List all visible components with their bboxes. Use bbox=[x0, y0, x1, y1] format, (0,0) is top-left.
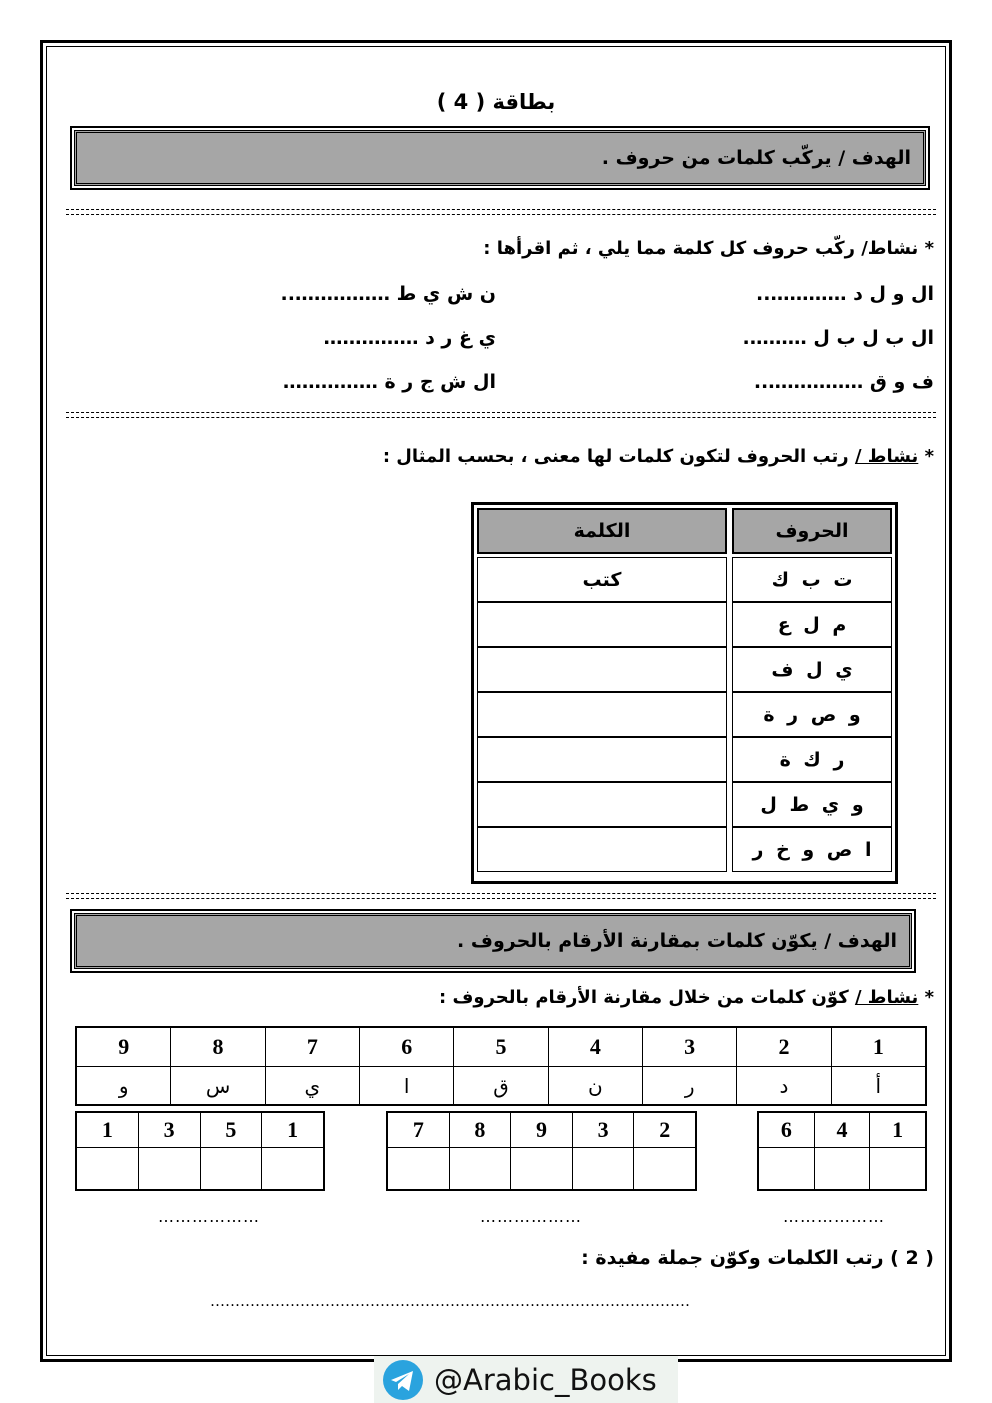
word-number: 8 bbox=[450, 1113, 511, 1148]
question-2: ( 2 ) رتب الكلمات وكوّن جملة مفيدة : bbox=[581, 1247, 934, 1269]
key-number: 5 bbox=[454, 1028, 547, 1067]
key-letter: ا bbox=[403, 1073, 410, 1098]
activity-1-instruction: * نشاط/ ركّب حروف كل كلمة مما يلي ، ثم اقرأها : bbox=[483, 238, 934, 259]
answer-cell[interactable] bbox=[262, 1148, 323, 1189]
key-column bbox=[359, 1028, 453, 1104]
answer-cell[interactable] bbox=[388, 1148, 449, 1189]
answer-cell[interactable] bbox=[77, 1148, 138, 1189]
key-number: 8 bbox=[171, 1028, 264, 1067]
key-letter: ي bbox=[304, 1073, 321, 1098]
word-number: 6 bbox=[759, 1113, 814, 1148]
answer-line-3[interactable]: ……………… bbox=[158, 1207, 260, 1226]
separator-1 bbox=[66, 209, 936, 215]
answer-cell[interactable] bbox=[870, 1148, 925, 1189]
word-number: 1 bbox=[870, 1113, 925, 1148]
key-letter: د bbox=[779, 1073, 789, 1098]
key-number: 9 bbox=[77, 1028, 170, 1067]
number-letter-key-table bbox=[75, 1026, 927, 1106]
word-item: ال و ل د ………….. bbox=[756, 283, 934, 305]
letters-cell: و ص ر ة bbox=[732, 692, 892, 737]
answer-cell[interactable] bbox=[511, 1148, 572, 1189]
key-number: 1 bbox=[832, 1028, 925, 1067]
word-cell[interactable] bbox=[477, 692, 727, 737]
word-header: الكلمة bbox=[477, 508, 727, 554]
word-item: ال ب ل ب ل ………. bbox=[742, 327, 934, 349]
key-number: 7 bbox=[266, 1028, 359, 1067]
key-number: 4 bbox=[549, 1028, 642, 1067]
key-column bbox=[642, 1028, 736, 1104]
letters-cell: ي ل ف bbox=[732, 647, 892, 692]
answer-cell[interactable] bbox=[634, 1148, 695, 1189]
activity-3-star: * bbox=[918, 987, 934, 1008]
answer-cell[interactable] bbox=[815, 1148, 870, 1189]
answer-cell[interactable] bbox=[759, 1148, 814, 1189]
key-letter: أ bbox=[875, 1073, 882, 1098]
telegram-icon bbox=[376, 1359, 428, 1401]
word-number: 2 bbox=[634, 1113, 695, 1148]
answer-cell[interactable] bbox=[450, 1148, 511, 1189]
answer-cell[interactable] bbox=[139, 1148, 200, 1189]
key-letter: س bbox=[205, 1073, 231, 1098]
word-number: 3 bbox=[139, 1113, 200, 1148]
goal-1-text: الهدف / يركّب كلمات من حروف . bbox=[601, 147, 911, 169]
key-letter: ق bbox=[493, 1073, 509, 1098]
letters-cell: ت ب ك bbox=[732, 557, 892, 602]
word-cell[interactable] bbox=[477, 647, 727, 692]
letters-cell: و ي ط ل bbox=[732, 782, 892, 827]
answer-cell[interactable] bbox=[573, 1148, 634, 1189]
key-column bbox=[77, 1028, 170, 1104]
activity-2-text: رتب الحروف لتكون كلمات لها معنى ، بحسب المثال : bbox=[382, 446, 855, 467]
key-letter: ر bbox=[684, 1073, 695, 1098]
word-number: 4 bbox=[815, 1113, 870, 1148]
word-column bbox=[477, 508, 727, 878]
letters-header: الحروف bbox=[732, 508, 892, 554]
card-title: بطاقة ( 4 ) bbox=[436, 90, 556, 114]
word-number: 9 bbox=[511, 1113, 572, 1148]
word-number: 1 bbox=[77, 1113, 138, 1148]
key-column bbox=[831, 1028, 925, 1104]
footer-watermark bbox=[374, 1356, 678, 1403]
word-cell[interactable] bbox=[477, 827, 727, 872]
word-number: 7 bbox=[388, 1113, 449, 1148]
activity-3-instruction bbox=[439, 987, 934, 1008]
word-cell[interactable] bbox=[477, 737, 727, 782]
word-cell[interactable] bbox=[477, 782, 727, 827]
goal-box-2 bbox=[74, 913, 912, 969]
letters-column bbox=[732, 508, 892, 878]
activity-2-label: نشاط / bbox=[854, 446, 919, 467]
word-cell: كتب bbox=[477, 557, 727, 602]
sentence-answer-line[interactable]: …………………………………………………………………………………… bbox=[210, 1292, 690, 1310]
number-word-box-3 bbox=[75, 1111, 325, 1191]
key-column bbox=[170, 1028, 264, 1104]
answer-line-1[interactable]: ……………… bbox=[783, 1207, 885, 1226]
key-letter: ن bbox=[588, 1073, 603, 1098]
key-column bbox=[453, 1028, 547, 1104]
word-item: ف و ق …………….. bbox=[753, 371, 934, 393]
number-word-box-2 bbox=[386, 1111, 697, 1191]
key-column bbox=[265, 1028, 359, 1104]
letters-words-table bbox=[471, 502, 898, 884]
separator-3 bbox=[66, 893, 936, 899]
word-item: ال ش ج ر ة …………… bbox=[282, 371, 496, 393]
key-column bbox=[548, 1028, 642, 1104]
activity-2-star: * bbox=[918, 446, 934, 467]
footer-handle: @Arabic_Books bbox=[434, 1362, 657, 1397]
activity-2-instruction bbox=[383, 446, 934, 467]
word-cell[interactable] bbox=[477, 602, 727, 647]
goal-box-1 bbox=[74, 130, 926, 186]
number-word-box-1 bbox=[757, 1111, 927, 1191]
key-column bbox=[736, 1028, 830, 1104]
activity-3-text: كوّن كلمات من خلال مقارنة الأرقام بالحروف : bbox=[439, 987, 855, 1008]
goal-2-text: الهدف / يكوّن كلمات بمقارنة الأرقام بالحروف . bbox=[457, 930, 897, 952]
word-number: 1 bbox=[262, 1113, 323, 1148]
separator-2 bbox=[66, 412, 936, 418]
word-item: ن ش ي ط …………….. bbox=[280, 283, 496, 305]
activity-3-label: نشاط / bbox=[854, 987, 919, 1008]
word-number: 5 bbox=[201, 1113, 262, 1148]
letters-cell: م ل ع bbox=[732, 602, 892, 647]
key-number: 3 bbox=[643, 1028, 736, 1067]
answer-line-2[interactable]: ……………… bbox=[480, 1207, 582, 1226]
letters-cell: ر ك ة bbox=[732, 737, 892, 782]
key-number: 6 bbox=[360, 1028, 453, 1067]
key-letter: و bbox=[118, 1073, 129, 1098]
key-number: 2 bbox=[737, 1028, 830, 1067]
answer-cell[interactable] bbox=[201, 1148, 262, 1189]
word-item: ي غ ر د …………… bbox=[323, 327, 496, 349]
word-number: 3 bbox=[573, 1113, 634, 1148]
letters-cell: ا ص و خ ر bbox=[732, 827, 892, 872]
